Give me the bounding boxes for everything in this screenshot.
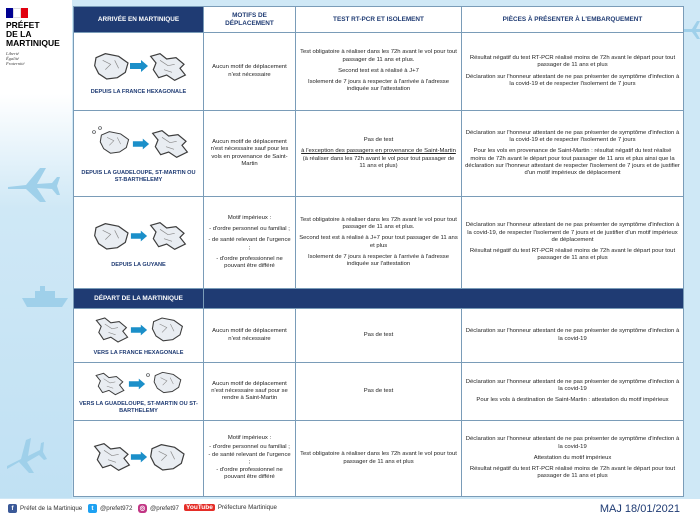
motif-cell [204, 197, 296, 289]
test-exception-rest: (à réaliser dans les 72h avant le vol pour tout passager de 11 ans et plus) [302, 155, 455, 169]
test-text: Pas de test [363, 331, 394, 338]
test-text: Second test est à réalisé à J+7 pour tout passager de 11 ans et plus [299, 235, 458, 249]
pieces-text: Pour les vols à destination de Saint-Martin : attestation du motif impérieux [476, 397, 669, 404]
martinique-to-guyane-map [84, 437, 194, 481]
test-cell [296, 111, 462, 197]
motif-text: - d'ordre personnel ou familial ; [209, 443, 290, 450]
origin-label: DEPUIS LA GUADELOUPE, ST-MARTIN OU ST-BARTHELEMY [81, 169, 196, 183]
test-text: Test obligatoire à réaliser dans les 72h avant le vol pour tout passager de 11 ans et plus. [300, 216, 457, 231]
logo-motto-3: Fraternité [6, 61, 25, 66]
test-cell [296, 309, 462, 363]
motif-text: - d'ordre professionnel ne pouvant être différé [216, 255, 283, 269]
motif-text: Aucun motif de déplacement n'est nécessaire sauf pour les vols en provenance de Saint-Martin [210, 139, 289, 167]
pieces-text: Déclaration sur l'honneur attestant de ne pas présenter de symptôme d'infection à la covid-19 et de respecter l'isolement de 7 jours [465, 129, 680, 144]
republic-flag-icon [6, 8, 28, 18]
instagram-icon: ◎ [139, 505, 146, 512]
twitter-label: @prefet972 [100, 505, 133, 512]
twitter-link[interactable] [88, 504, 132, 513]
logo-title-line1: PRÉFET [6, 20, 40, 30]
header-arrival: ARRIVÉE EN MARTINIQUE [74, 7, 204, 33]
martinique-to-france-map [84, 314, 194, 348]
logo-title-line3: MARTINIQUE [6, 38, 60, 48]
origin-cell [74, 309, 204, 363]
origin-label: VERS LA FRANCE HEXAGONALE [93, 350, 184, 356]
origin-label: VERS LA GUADELOUPE, ST-MARTIN OU ST-BARTHELEMY [79, 400, 198, 414]
table-row [74, 197, 684, 289]
motif-text: Motif impérieux : [227, 214, 272, 221]
footer-bar [0, 498, 700, 523]
instagram-link[interactable] [138, 504, 179, 513]
motif-cell [204, 421, 296, 497]
update-date: MAJ 18/01/2021 [599, 503, 680, 515]
test-text: Pas de test [363, 387, 394, 394]
origin-label: DEPUIS LA FRANCE HEXAGONALE [90, 89, 187, 95]
header-pieces: PIÈCES À PRÉSENTER À L'EMBARQUEMENT [462, 7, 684, 33]
instagram-label: @prefet97 [150, 505, 179, 512]
motif-text: Aucun motif de déplacement n'est nécessaire [212, 328, 287, 342]
logo-title-line2: DE LA [6, 29, 32, 39]
header-test: TEST RT-PCR ET ISOLEMENT [296, 7, 462, 33]
test-text: Pas de test [363, 137, 394, 144]
pieces-text: Déclaration sur l'honneur attestant de ne pas présenter de symptôme d'infection à la covid-19, de respecter l'isolement de 7 jours et de justifier d'un motif impérieux de déplacement [465, 222, 680, 243]
table-row [74, 363, 684, 421]
test-cell [296, 197, 462, 289]
test-text: Second test est à réalisé à J+7 [338, 67, 419, 74]
test-text: Isolement de 7 jours à respecter à l'arrivée à l'adresse indiquée sur l'attestation [307, 79, 450, 93]
test-exception-text [299, 148, 458, 170]
twitter-icon: t [88, 504, 97, 513]
table-row [74, 309, 684, 363]
france-to-martinique-map [84, 47, 194, 87]
martinique-to-guadeloupe-map [84, 369, 194, 399]
airplane-icon [4, 432, 48, 474]
motif-text: Aucun motif de déplacement n'est nécessaire sauf pour se rendre à Saint-Martin [211, 380, 288, 402]
pieces-text: Déclaration sur l'honneur attestant de ne pas présenter de symptôme d'infection à la covid-19 [465, 328, 680, 342]
facebook-label: Préfet de la Martinique [20, 505, 83, 512]
pieces-cell [462, 111, 684, 197]
motif-cell [204, 33, 296, 111]
guadeloupe-to-martinique-map [84, 124, 194, 168]
pieces-cell [462, 33, 684, 111]
pieces-text: Pour les vols en provenance de Saint-Martin : résultat négatif du test réalisé moins de 72h avant le départ pour tout passager de 11 ans et plus ainsi que la déclaration sur l'honneur attestant de respecter l'isolement de 7 jours et de justifier d'un motif impérieux de déplacement [465, 148, 680, 176]
motif-text: Aucun motif de déplacement n'est nécessaire [212, 64, 287, 78]
youtube-label: Préfecture Martinique [217, 504, 277, 511]
pieces-cell [462, 421, 684, 497]
motif-text: - de santé relevant de l'urgence ; [208, 451, 291, 465]
youtube-link[interactable] [184, 504, 277, 511]
departure-section-row [74, 289, 684, 309]
pieces-cell [462, 197, 684, 289]
motif-text: - d'ordre professionnel ne pouvant être différé [216, 467, 283, 481]
airplane-icon [6, 165, 60, 203]
motif-cell [204, 111, 296, 197]
test-cell [296, 363, 462, 421]
header-departure: DÉPART DE LA MARTINIQUE [74, 289, 204, 309]
test-cell [296, 421, 462, 497]
origin-cell [74, 111, 204, 197]
pieces-cell [462, 309, 684, 363]
motif-cell [204, 309, 296, 363]
motif-text: - d'ordre personnel ou familial ; [209, 226, 290, 233]
motif-text: Motif impérieux : [227, 435, 272, 442]
origin-cell [74, 421, 204, 497]
pieces-text: Attestation du motif impérieux [533, 454, 612, 461]
test-cell [296, 33, 462, 111]
youtube-icon: YouTube [186, 504, 213, 511]
origin-cell [74, 363, 204, 421]
pieces-text: Déclaration sur l'honneur attestant de ne pas présenter de symptôme d'infection à la covid-19 et de respecter l'isolement de 7 jours [465, 73, 680, 87]
prefet-logo [6, 8, 66, 66]
facebook-link[interactable] [8, 504, 82, 513]
guyane-to-martinique-map [84, 216, 194, 260]
table-row [74, 33, 684, 111]
motif-text: - de santé relevant de l'urgence ; [208, 237, 291, 251]
ship-icon [20, 285, 70, 309]
test-exception-underlined: à l'exception des passagers en provenance de Saint-Martin [301, 148, 456, 155]
pieces-text: Résultat négatif du test RT-PCR réalisé moins de 72h avant le départ pour tout passager de 11 ans et plus [469, 248, 676, 262]
pieces-text: Déclaration sur l'honneur attestant de ne pas présenter de symptôme d'infection à la covid-19 [465, 436, 680, 450]
pieces-cell [462, 363, 684, 421]
header-row [74, 7, 684, 33]
table-row [74, 421, 684, 497]
logo-motto-2: Égalité [6, 56, 19, 61]
pieces-text: Déclaration sur l'honneur attestant de ne pas présenter de symptôme d'infection à la covid-19 [465, 378, 680, 392]
origin-cell [74, 33, 204, 111]
origin-label: DEPUIS LA GUYANE [111, 262, 166, 268]
logo-motto-1: Liberté [6, 51, 19, 56]
measures-table [73, 6, 684, 497]
test-text: Test obligatoire à réaliser dans les 72h avant le vol pour tout passager de 11 ans et plus. [300, 49, 457, 63]
pieces-text: Résultat négatif du test RT-PCR réalisé moins de 72h avant le départ pour tout passager de 11 ans et plus [469, 55, 676, 69]
motif-cell [204, 363, 296, 421]
table-row [74, 111, 684, 197]
header-motifs: MOTIFS DE DÉPLACEMENT [204, 7, 296, 33]
facebook-icon: f [8, 504, 17, 513]
test-text: Test obligatoire à réaliser dans les 72h avant le vol pour tout passager de 11 ans et plus [300, 451, 457, 465]
pieces-text: Résultat négatif du test RT-PCR réalisé moins de 72h avant le départ pour tout passager de 11 ans et plus [469, 466, 676, 480]
origin-cell [74, 197, 204, 289]
airplane-icon [684, 20, 700, 40]
test-text: Isolement de 7 jours à respecter à l'arrivée à l'adresse indiquée sur l'attestation [307, 253, 450, 267]
